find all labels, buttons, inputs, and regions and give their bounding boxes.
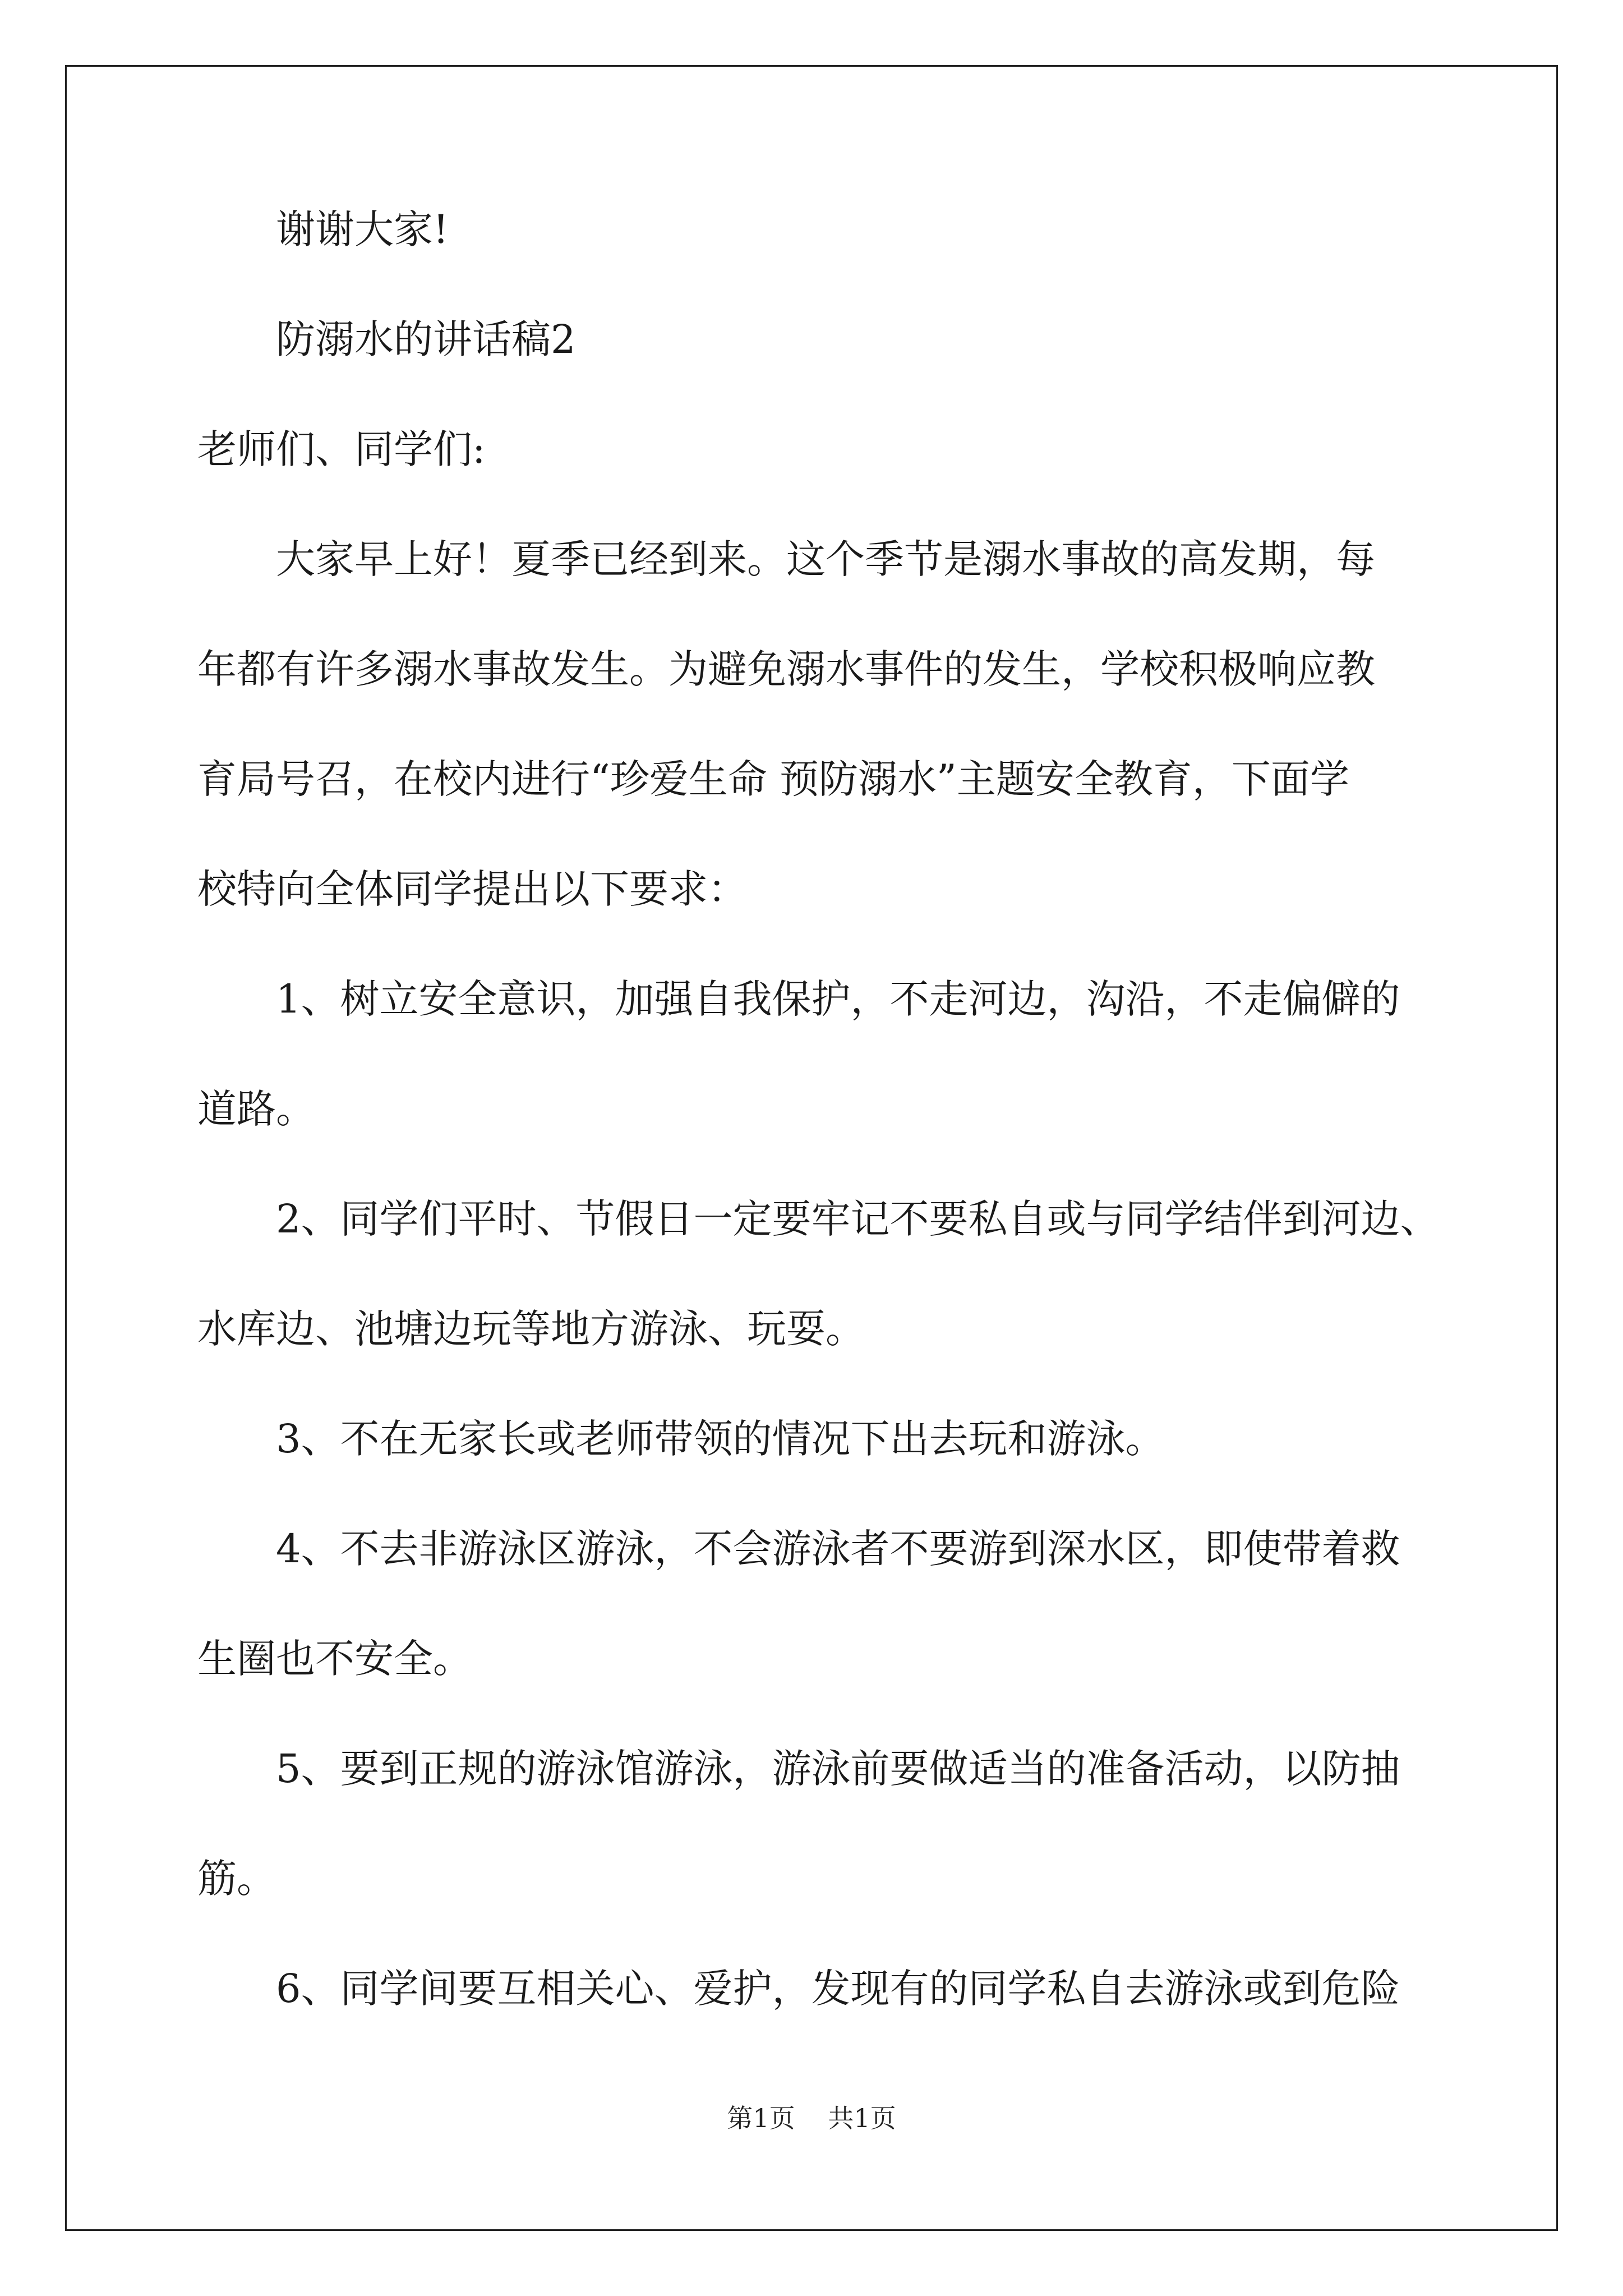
page-footer <box>0 2098 1623 2135</box>
paragraph-intro-line: 大家早上好！夏季已经到来。这个季节是溺水事故的高发期，每 <box>276 536 1375 582</box>
rule-6-line: 6、同学间要互相关心、爱护，发现有的同学私自去游泳或到危险 <box>276 1966 1400 2012</box>
rule-5-line: 筋。 <box>197 1856 276 1902</box>
salutation: 老师们、同学们: <box>197 426 486 472</box>
rule-5-line: 5、要到正规的游泳馆游泳，游泳前要做适当的准备活动，以防抽 <box>276 1746 1400 1792</box>
rule-2-line: 2、同学们平时、节假日一定要牢记不要私自或与同学结伴到河边、 <box>276 1196 1440 1242</box>
paragraph-intro-line: 育局号召，在校内进行“珍爱生命 预防溺水”主题安全教育，下面学 <box>197 756 1349 802</box>
speech-title: 防溺水的讲话稿2 <box>276 316 576 362</box>
rule-4-line: 4、不去非游泳区游泳，不会游泳者不要游到深水区，即使带着救 <box>276 1526 1400 1572</box>
rule-2-line: 水库边、池塘边玩等地方游泳、玩耍。 <box>197 1306 865 1352</box>
page-number: 第1页 <box>727 2103 795 2133</box>
paragraph-intro-line: 年都有许多溺水事故发生。为避免溺水事件的发生，学校积极响应教 <box>197 646 1375 692</box>
page-total: 共1页 <box>828 2103 896 2133</box>
paragraph-intro-line: 校特向全体同学提出以下要求： <box>197 866 747 912</box>
paragraph-closing: 谢谢大家! <box>276 206 449 252</box>
rule-3-line: 3、不在无家长或老师带领的情况下出去玩和游泳。 <box>276 1416 1165 1462</box>
rule-1-line: 道路。 <box>197 1086 315 1132</box>
rule-1-line: 1、树立安全意识，加强自我保护，不走河边，沟沿，不走偏僻的 <box>276 976 1400 1022</box>
page-border <box>65 65 1558 2231</box>
rule-4-line: 生圈也不安全。 <box>197 1636 472 1682</box>
